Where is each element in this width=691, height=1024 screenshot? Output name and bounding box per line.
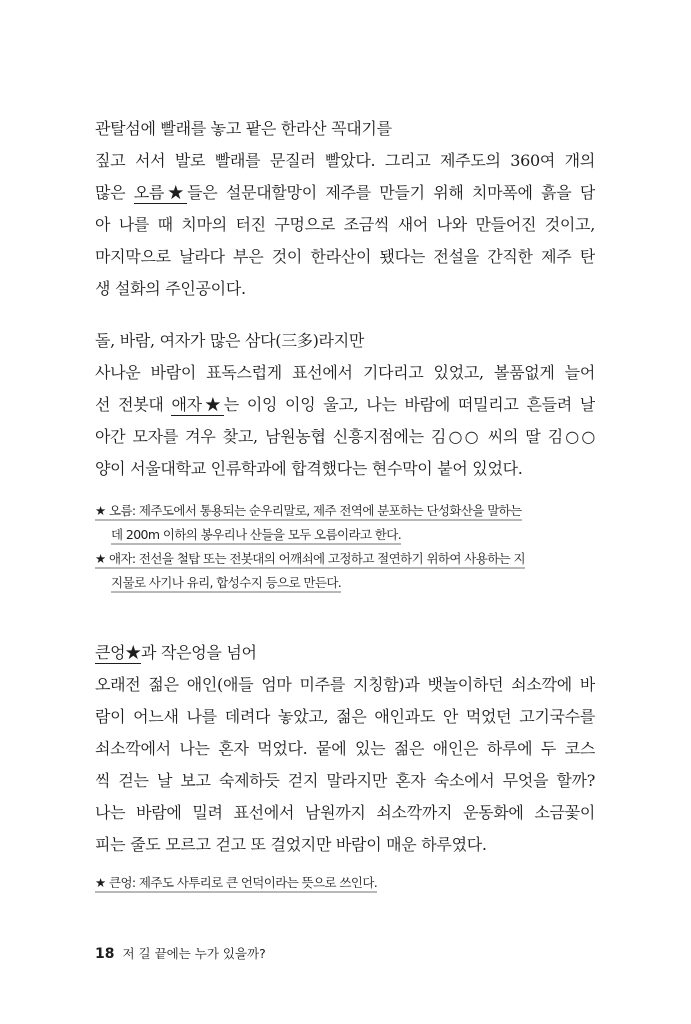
paragraph-line: 아간 모자를 겨우 찾고, 남원농협 신흥지점에는 김○○ 씨의 딸 김○○ xyxy=(95,427,595,446)
footnotes-1 xyxy=(95,499,580,595)
paragraph-line: 마지막으로 날라다 부은 것이 한라산이 됐다는 전설을 간직한 제주 탄 xyxy=(95,247,595,266)
paragraph-line: 양이 서울대학교 인류학과에 합격했다는 현수막이 붙어 있었다. xyxy=(95,459,523,478)
footnotes-2 xyxy=(95,871,580,895)
page-footer xyxy=(95,944,266,962)
footnote-aeja-cont: 지물로 사기나 유리, 합성수지 등으로 만든다. xyxy=(95,571,580,595)
running-title: 저 길 끝에는 누가 있을까? xyxy=(122,946,266,961)
paragraph-line xyxy=(95,177,595,209)
heading-text: 과 작은엉을 넘어 xyxy=(141,643,257,662)
term-aeja: 애자★ xyxy=(171,395,224,414)
section-3 xyxy=(95,637,595,861)
footnote-keun-eong: ★ 큰엉: 제주도 사투리로 큰 언덕이라는 뜻으로 쓰인다. xyxy=(95,871,580,895)
section-2 xyxy=(95,325,595,485)
section-1-heading: 관탈섬에 빨래를 놓고 팥은 한라산 꼭대기를 xyxy=(95,119,392,138)
line-text: 많은 xyxy=(95,183,134,202)
section-2-heading: 돌, 바람, 여자가 많은 삼다(三多)라지만 xyxy=(95,331,365,350)
paragraph-line: 람이 어느새 나를 데려다 놓았고, 젊은 애인과도 안 먹었던 고기국수를 xyxy=(95,707,595,726)
term-keun-eong: 큰엉★ xyxy=(95,643,142,662)
section-1 xyxy=(95,113,595,305)
paragraph-line: 피는 줄도 모르고 걷고 또 걸었지만 바람이 매운 하루였다. xyxy=(95,835,487,854)
footnote-aeja: ★ 애자: 전선을 철탑 또는 전봇대의 어깨쇠에 고정하고 절연하기 위하여 사용하는 지 xyxy=(95,547,580,571)
line-text: 들은 설문대할망이 제주를 만들기 위해 치마폭에 흙을 담 xyxy=(187,183,595,202)
paragraph-line: 짚고 서서 발로 빨래를 문질러 빨았다. 그리고 제주도의 360여 개의 xyxy=(95,151,595,170)
line-text: 선 전봇대 xyxy=(95,395,172,414)
paragraph-line: 아 나를 때 치마의 터진 구멍으로 조금씩 새어 나와 만들어진 것이고, xyxy=(95,215,595,234)
paragraph-line: 생 설화의 주인공이다. xyxy=(95,279,246,298)
paragraph-line: 나는 바람에 밀려 표선에서 남원까지 쇠소깍까지 운동화에 소금꽃이 xyxy=(95,803,595,822)
term-oreum: 오름★ xyxy=(133,183,188,202)
section-3-heading xyxy=(95,637,595,669)
page-number: 18 xyxy=(95,946,115,962)
paragraph-line: 사나운 바람이 표독스럽게 표선에서 기다리고 있었고, 볼품없게 늘어 xyxy=(95,363,595,382)
footnote-oreum: ★ 오름: 제주도에서 통용되는 순우리말로, 제주 전역에 분포하는 단성화산을 말하는 xyxy=(95,499,580,523)
paragraph-line: 쇠소깍에서 나는 혼자 먹었다. 뭍에 있는 젊은 애인은 하루에 두 코스 xyxy=(95,739,595,758)
paragraph-line: 오래전 젊은 애인(애들 엄마 미주를 지칭함)과 뱃놀이하던 쇠소깍에 바 xyxy=(95,675,595,694)
paragraph-line xyxy=(95,389,595,421)
footnote-oreum-cont: 데 200m 이하의 봉우리나 산들을 모두 오름이라고 한다. xyxy=(95,523,580,547)
line-text: 는 이잉 이잉 울고, 나는 바람에 떠밀리고 흔들려 날 xyxy=(223,395,595,414)
paragraph-line: 씩 걷는 날 보고 숙제하듯 걷지 말라지만 혼자 숙소에서 무엇을 할까? xyxy=(95,771,595,790)
